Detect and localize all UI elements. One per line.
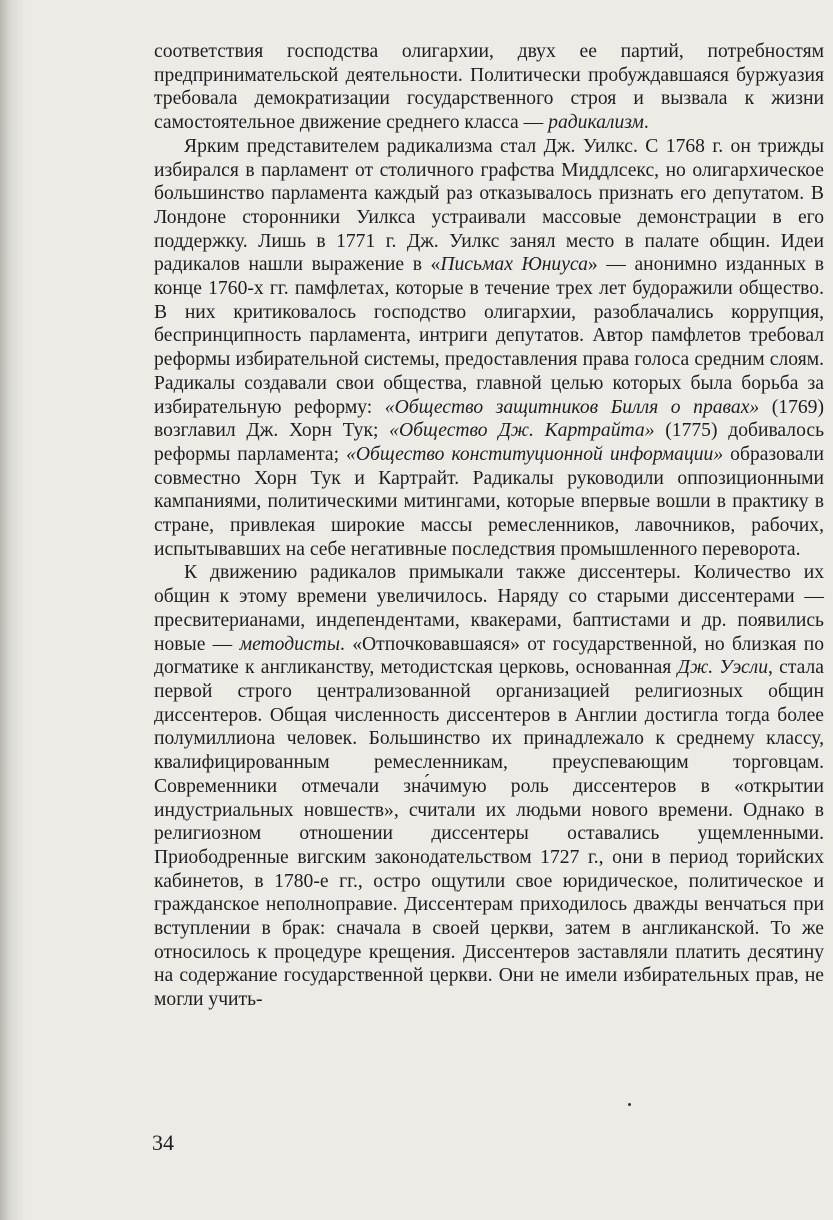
text-run: соответствия господства олигархии, двух ее партий, потребностям предпринимательской деятельности. Политически пробуждавшаяся буржуазия требовала демократизации государственного строя и вызвала к жизни самостоятельное движение среднего класса — (154, 41, 824, 134)
italic-term: Письмах Юниуса (440, 254, 588, 276)
paragraph-2 (154, 135, 824, 562)
text-run: образовали совместно Хорн Тук и Картрайт. Радикалы руководили оппозиционными кампаниями, политическими митингами, которые впервые вошли в практику в стране, привлекая широкие массы ремесленников, лавочников, рабочих, испытывавших на себе негативные последствия промышленного переворота. (154, 443, 824, 560)
text-run: (1775) добивалось реформы парламента; (154, 420, 824, 465)
paragraph-1 (154, 40, 824, 135)
italic-term: «Общество Дж. Картрайта» (389, 420, 655, 442)
italic-term: радикализм (548, 112, 644, 134)
text-run: » — анонимно изданных в конце 1760-х гг. памфлетах, которые в течение трех лет будоражили общество. В них критиковалось господство олигархии, разоблачались коррупция, беспринципность парламента, интриги депутатов. Автор памфлетов требовал реформы избирательной системы, предоставления права голоса средним слоям. Радикалы создавали свои общества, главной целью которых была борьба за избирательную реформу: (154, 254, 824, 418)
text-run: К движению радикалов примыкали также диссентеры. Количество их общин к этому времени увеличилось. Наряду со старыми диссентерами — пресвитерианами, индепендентами, квакерами, баптистами и др. появились новые — (154, 562, 824, 655)
paragraph-3 (154, 561, 824, 1011)
text-run: . (643, 112, 649, 134)
italic-term: Дж. Уэсли (677, 657, 768, 679)
text-run: . «Отпочковавшаяся» от государственной, но близкая по догматике к англиканству, методистская церковь, основанная (154, 633, 824, 679)
text-run: (1769) возглавил Дж. Хорн Тук; (154, 396, 825, 442)
text-run: Ярким представителем радикализма стал Дж. Уилкс. С 1768 г. он трижды избирался в парламент от столичного графства Миддлсекс, но олигархическое большинство парламента каждый раз отказывалось признать его депутатом. В Лондоне сторонники Уилкса устраивали массовые демонстрации в его поддержку. Лишь в 1771 г. Дж. Уилкс занял место в палате общин. Идеи радикалов нашли выражение в « (154, 135, 824, 276)
body-text (154, 40, 824, 1012)
italic-term: «Общество защитников Билля о правах» (384, 396, 760, 418)
page-number: 34 (152, 1130, 174, 1155)
print-speck (628, 1103, 631, 1106)
italic-term: «Общество конституционной информации» (346, 443, 724, 465)
text-run: , стала первой строго централизованной организацией религиозных общин диссентеров. Общая численность диссентеров в Англии достигла тогда более полумиллиона человек. Большинство их принадлежало к среднему классу, квалифицированным ремесленникам, преуспевающим торговцам. Современники отмечали зна́чимую роль диссентеров в «открытии индустриальных новшеств», считали их людьми нового времени. Однако в религиозном отношении диссентеры оставались ущемленными. Приободренные вигским законодательством 1727 г., они в период торийских кабинетов, в 1780-е гг., остро ощутили свое юридическое, политическое и гражданское неполноправие. Диссентерам приходилось дважды венчаться при вступлении в брак: сначала в своей церкви, затем в англиканской. То же относилось к процедуре крещения. Диссентеров заставляли платить десятину на содержание государственной церкви. Они не имели избирательных прав, не могли учить- (154, 657, 824, 1011)
italic-term: методисты (239, 633, 341, 655)
